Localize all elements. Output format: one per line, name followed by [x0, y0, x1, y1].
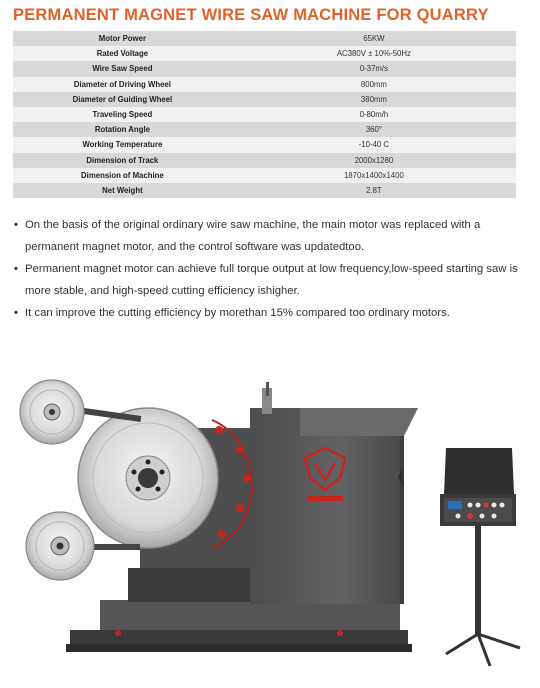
table-row [13, 31, 516, 46]
spec-value: 0-80m/h [232, 107, 516, 122]
table-row [13, 46, 516, 61]
spec-label: Diameter of Guiding Wheel [13, 92, 232, 107]
bullet-marker: • [14, 307, 18, 319]
list-item [14, 258, 529, 302]
spec-value: 65KW [232, 31, 516, 46]
spec-value: AC380V ± 10%-50Hz [232, 46, 516, 61]
table-row [13, 153, 516, 168]
spec-label: Dimension of Track [13, 153, 232, 168]
machine-photo [0, 368, 540, 686]
table-row [13, 183, 516, 198]
table-row [13, 77, 516, 92]
spec-label: Motor Power [13, 31, 232, 46]
spec-value: 1870x1400x1400 [232, 168, 516, 183]
track-base [66, 600, 412, 652]
machine-cabinet [250, 382, 418, 604]
bullet-text: On the basis of the original ordinary wire saw machine, the main motor was replaced with a permanent magnet motor, and the control software was updatedtoo. [25, 219, 481, 253]
spec-label: Dimension of Machine [13, 168, 232, 183]
table-row [13, 137, 516, 152]
table-row [13, 107, 516, 122]
table-row [13, 92, 516, 107]
page-title: PERMANENT MAGNET WIRE SAW MACHINE FOR QUARRY [13, 6, 489, 24]
spec-value: 380mm [232, 92, 516, 107]
spec-label: Diameter of Driving Wheel [13, 77, 232, 92]
spec-label: Working Temperature [13, 137, 232, 152]
bullet-marker: • [14, 263, 18, 275]
spec-value: 360° [232, 122, 516, 137]
driving-wheel [78, 408, 218, 548]
spec-label: Wire Saw Speed [13, 61, 232, 76]
bullet-text: It can improve the cutting efficiency by morethan 15% compared too ordinary motors. [25, 307, 450, 319]
table-row [13, 168, 516, 183]
spec-label: Net Weight [13, 183, 232, 198]
table-row [13, 61, 516, 76]
spec-label: Rotation Angle [13, 122, 232, 137]
control-panel [440, 448, 520, 666]
bullet-text: Permanent magnet motor can achieve full torque output at low frequency,low-speed starting saw is more stable, and high-speed cutting efficiency ishigher. [25, 263, 518, 297]
spec-value: 800mm [232, 77, 516, 92]
bullet-marker: • [14, 219, 18, 231]
list-item [14, 214, 529, 258]
list-item [14, 302, 529, 324]
spec-label: Rated Voltage [13, 46, 232, 61]
feature-list [14, 214, 529, 324]
spec-value: 2.8T [232, 183, 516, 198]
spec-label: Traveling Speed [13, 107, 232, 122]
spec-value: -10-40 C [232, 137, 516, 152]
table-row [13, 122, 516, 137]
spec-value: 2000x1280 [232, 153, 516, 168]
spec-value: 0-37m/s [232, 61, 516, 76]
spec-table [13, 31, 516, 198]
